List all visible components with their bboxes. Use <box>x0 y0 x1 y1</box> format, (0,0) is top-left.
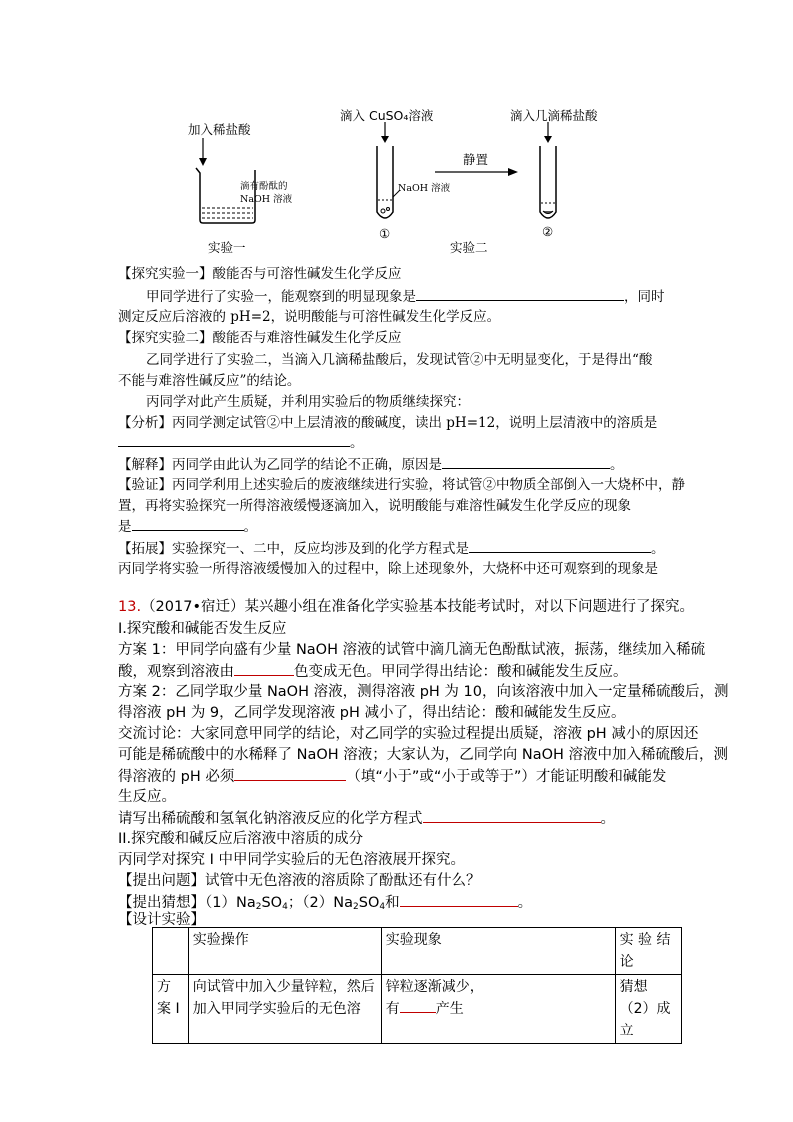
table-cell: 向试管中加入少量锌粒，然后加入甲同学实验后的无色溶 <box>188 975 381 1044</box>
text-line: 【提出问题】试管中无色溶液的溶质除了酚酞还有什么？ <box>118 873 481 889</box>
answer-blank[interactable] <box>400 892 518 907</box>
answer-blank[interactable] <box>442 454 610 469</box>
answer-blank[interactable] <box>234 661 294 676</box>
text-line: 。 <box>118 432 364 453</box>
table-row <box>153 975 682 1044</box>
exp1-note-1: 滴有酚酞的 <box>240 181 288 192</box>
design-label: 【设计实验】 <box>118 912 205 928</box>
text-line: 【分析】丙同学测定试管②中上层清液的酸碱度，读出 pH=12，说明上层清液中的溶质是 <box>118 415 658 431</box>
tube2-label: ② <box>542 224 554 239</box>
answer-blank[interactable] <box>118 432 350 447</box>
text-line: 丙同学对探究 I 中甲同学实验后的无色溶液展开探究。 <box>118 852 465 868</box>
heading-exp1: 【探究实验一】酸能否与可溶性碱发生化学反应 <box>118 266 402 282</box>
table-header: 实验现象 <box>381 928 615 975</box>
text-line: 丙同学对此产生质疑，并利用实验后的物质继续探究： <box>146 394 470 410</box>
drop-hcl-label: 滴入几滴稀盐酸 <box>510 108 598 123</box>
table-cell: 锌粒逐渐减少， 有 产生 <box>381 975 615 1044</box>
answer-blank[interactable] <box>400 998 436 1013</box>
text-line: 可能是稀硫酸中的水稀释了 NaOH 溶液；大家认为，乙同学向 NaOH 溶液中加入稀硫酸后，测 <box>118 747 729 763</box>
text-line: 交流讨论：大家同意甲同学的结论，对乙同学的实验过程提出质疑，溶液 pH 减小的原因还 <box>118 726 699 742</box>
table-cell: 猜想（2）成立 <box>615 975 681 1044</box>
text-line: 乙同学进行了实验二，当滴入几滴稀盐酸后，发现试管②中无明显变化，于是得出“酸 <box>146 352 653 368</box>
text-line: 生反应。 <box>118 789 176 805</box>
tube1-label: ① <box>379 226 391 241</box>
table-header: 实 验 结 论 <box>615 928 681 975</box>
q13-intro: 13.（2017•宿迁）某兴趣小组在准备化学实验基本技能考试时，对以下问题进行了探究。 <box>118 599 695 615</box>
section-2-title: II.探究酸和碱反应后溶液中溶质的成分 <box>118 831 364 847</box>
text-line: 测定反应后溶液的 pH=2，说明酸能与可溶性碱发生化学反应。 <box>118 309 501 325</box>
experiment-table <box>152 927 682 1044</box>
text-line: 得溶液的 pH 必须 （填“小于”或“小于或等于”）才能证明酸和碱能发 <box>118 766 666 787</box>
text-line: 【解释】丙同学由此认为乙同学的结论不正确，原因是 。 <box>118 454 624 475</box>
text-line: 【拓展】实验探究一、二中，反应均涉及到的化学方程式是 。 <box>118 538 665 559</box>
text-line: 甲同学进行了实验一，能观察到的明显现象是 ，同时 <box>146 286 665 307</box>
answer-blank[interactable] <box>469 538 651 553</box>
text-line: 方案 1：甲同学向盛有少量 NaOH 溶液的试管中滴几滴无色酚酞试液，振荡，继续加入稀硫 <box>118 642 706 658</box>
answer-blank[interactable] <box>132 516 244 531</box>
table-header: 实验操作 <box>188 928 381 975</box>
text-line: 不能与难溶性碱反应”的结论。 <box>118 373 301 389</box>
naoh-label: NaOH 溶液 <box>398 183 451 194</box>
exp2-caption: 实验二 <box>450 240 488 255</box>
exp1-caption: 实验一 <box>208 240 246 255</box>
answer-blank[interactable] <box>423 808 601 823</box>
text-line: 酸，观察到溶液由 色变成无色。甲同学得出结论：酸和碱能发生反应。 <box>118 661 628 682</box>
exp1-add-label: 加入稀盐酸 <box>188 122 251 137</box>
table-header-row <box>153 928 682 975</box>
text-line: 【验证】丙同学利用上述实验后的废液继续进行实验，将试管②中物质全部倒入一大烧杯中，静 <box>118 477 685 493</box>
figure <box>150 100 670 260</box>
section-1-title: I.探究酸和碱能否发生反应 <box>118 621 287 637</box>
text-line: 丙同学将实验一所得溶液缓慢加入的过程中，除上述现象外，大烧杯中还可观察到的现象是 <box>118 561 658 577</box>
table-header <box>153 928 189 975</box>
text-line: 方案 2：乙同学取少量 NaOH 溶液，测得溶液 pH 为 10，向该溶液中加入一定量稀硫酸后，测 <box>118 684 729 700</box>
text-line: 请写出稀硫酸和氢氧化钠溶液反应的化学方程式 。 <box>118 808 615 829</box>
exp1-note-2: NaOH 溶液 <box>240 194 293 205</box>
table-cell: 方 案 I <box>153 975 189 1044</box>
answer-blank[interactable] <box>416 286 624 301</box>
still-label: 静置 <box>463 152 489 167</box>
text-line: 是 。 <box>118 516 257 537</box>
text-line: 置，再将实验探究一所得溶液缓慢逐滴加入，说明酸能与难溶性碱发生化学反应的现象 <box>118 498 631 514</box>
drop-cuso4-label: 滴入 CuSO₄溶液 <box>340 108 434 123</box>
text-line: 【提出猜想】$(1)Na_2SO_4$；$(2)Na_2SO_4$和 。 <box>118 892 532 917</box>
heading-exp2: 【探究实验二】酸能否与难溶性碱发生化学反应 <box>118 330 402 346</box>
text-line: 得溶液 pH 为 9，乙同学发现溶液 pH 减小了，得出结论：酸和碱能发生反应。 <box>118 705 626 721</box>
answer-blank[interactable] <box>234 766 346 781</box>
